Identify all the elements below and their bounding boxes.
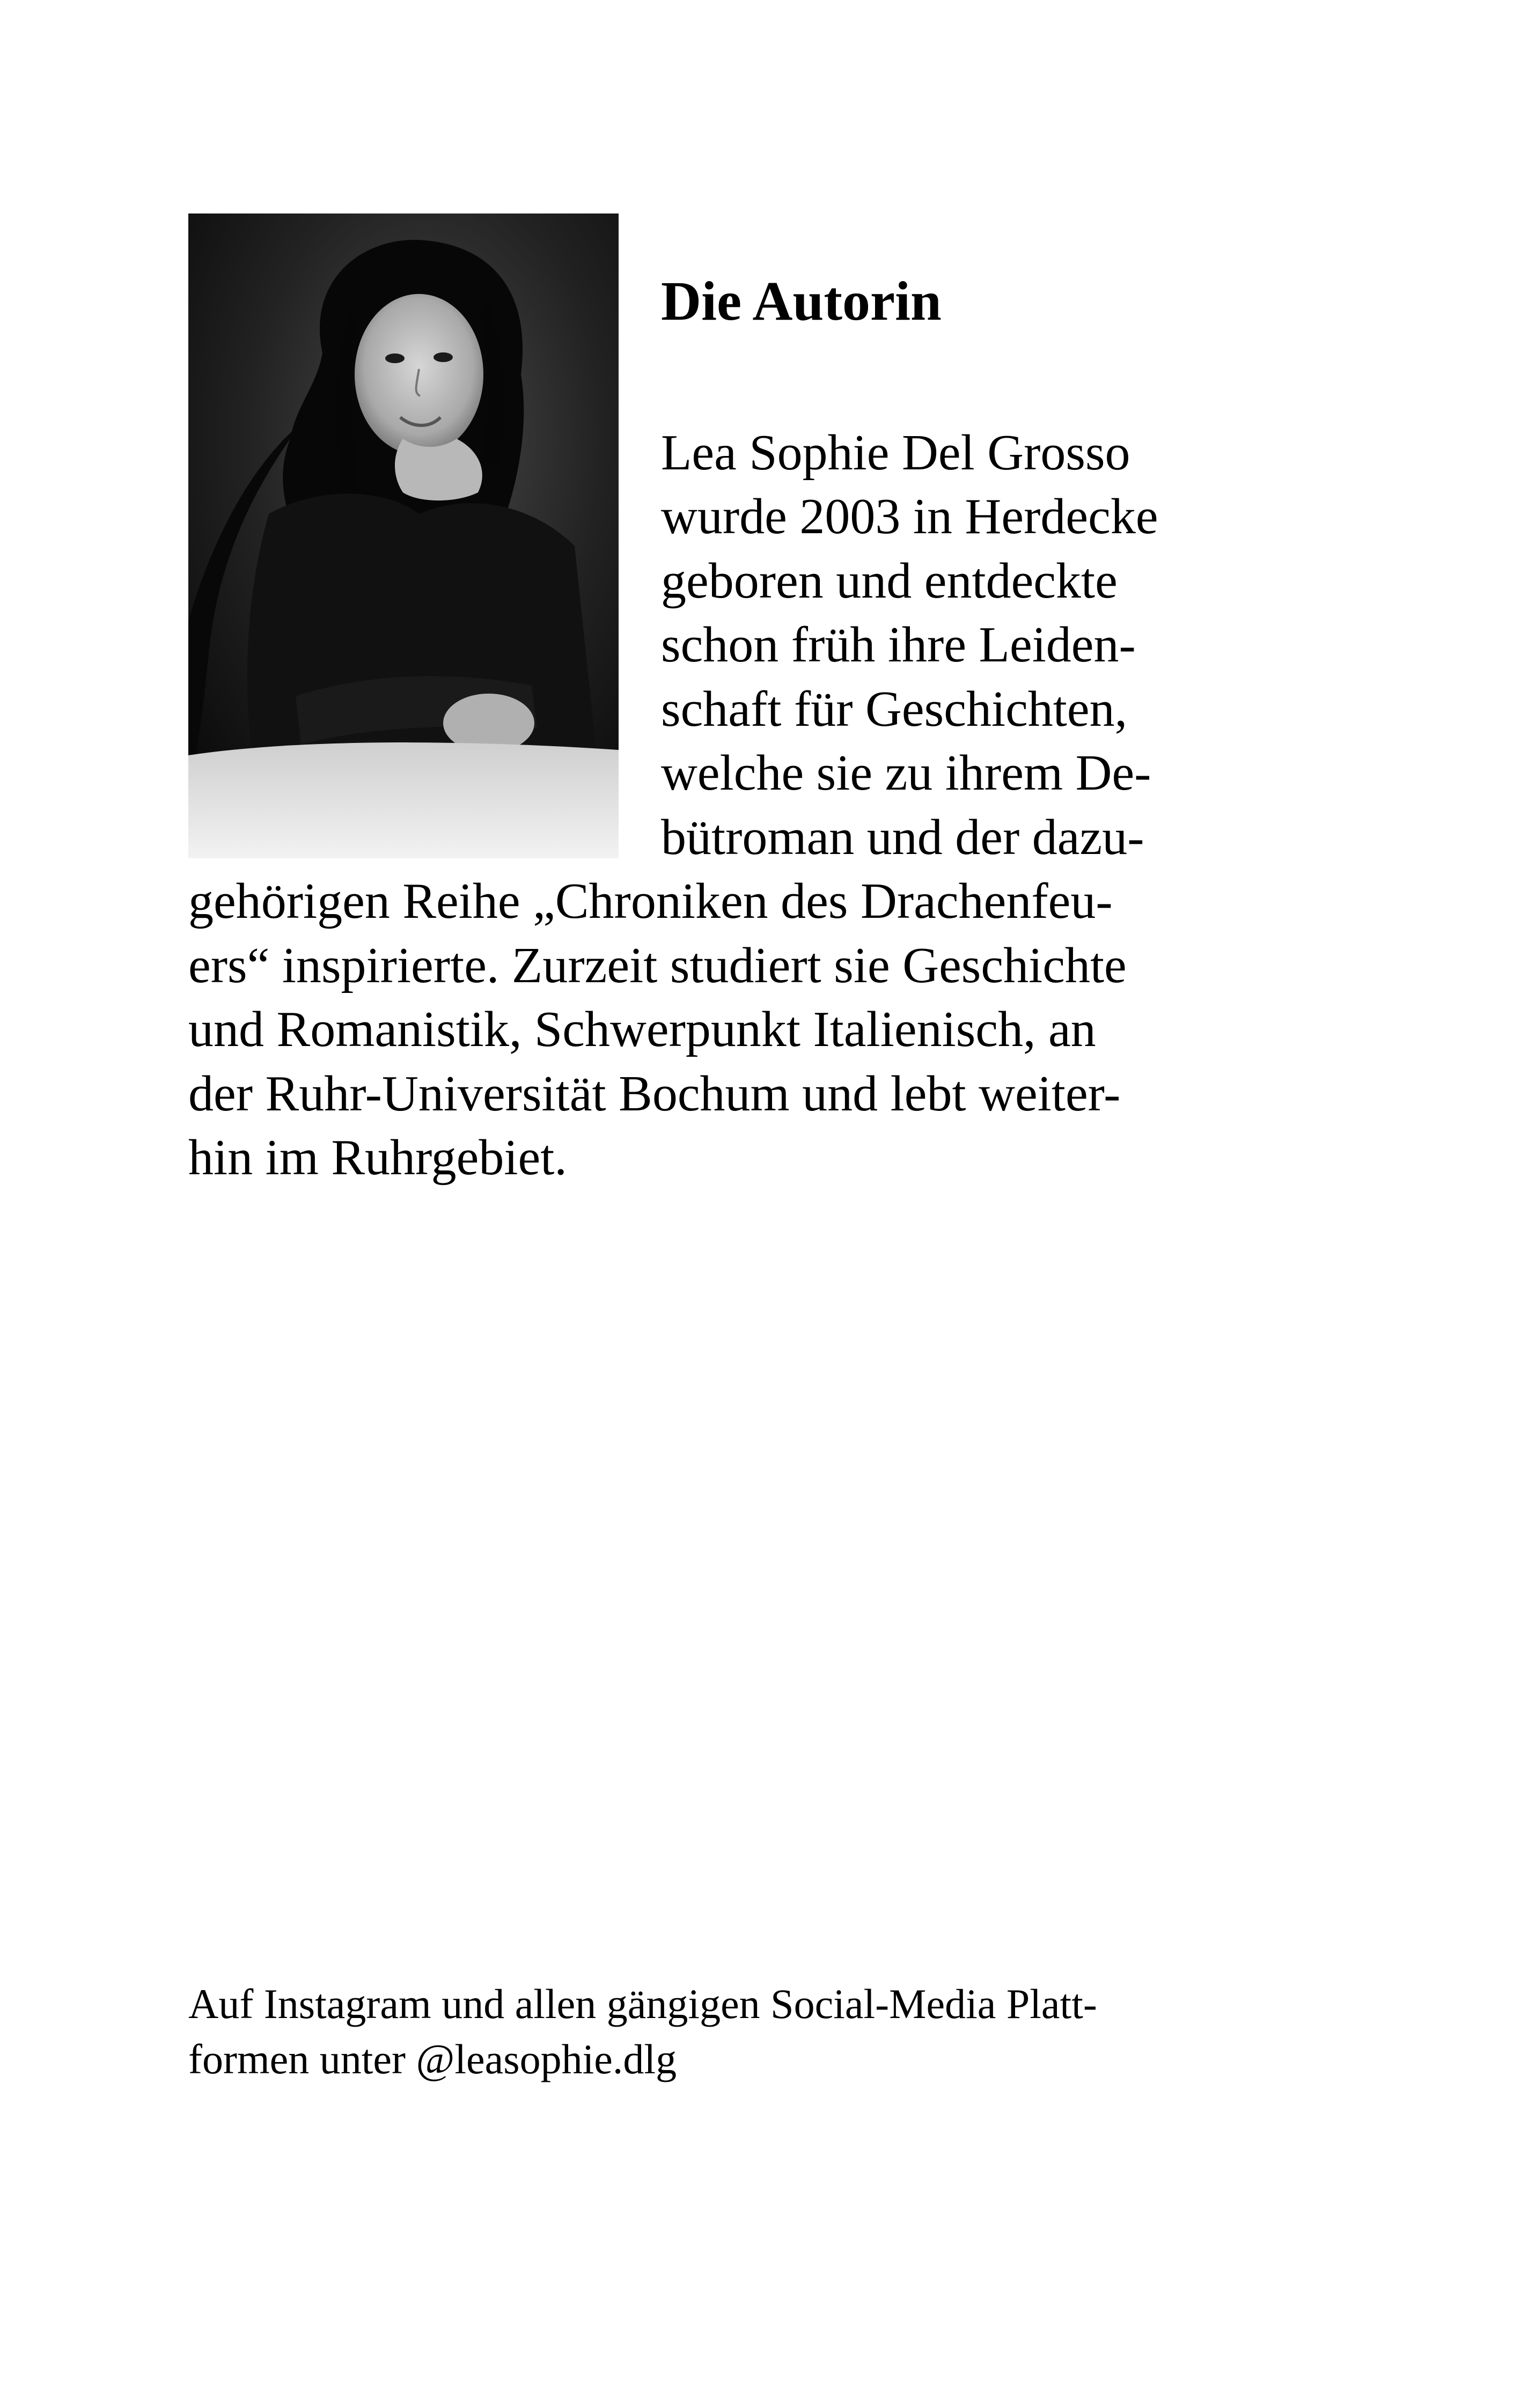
bio-line: hin im Ruhrgebiet. bbox=[188, 1130, 567, 1185]
bio-line: und Romanistik, Schwerpunkt Italienisch, an bbox=[188, 1002, 1096, 1057]
bio-line: schaft für Geschichten, bbox=[661, 681, 1128, 737]
bio-line: bütroman und der dazu- bbox=[661, 809, 1144, 865]
bio-line: schon früh ihre Leiden- bbox=[661, 617, 1136, 673]
bio-line: wurde 2003 in Herdecke bbox=[661, 489, 1158, 544]
social-media-handle: formen unter @leasophie.dlg bbox=[188, 2036, 677, 2082]
bio-line: gehörigen Reihe „Chroniken des Drachenfeu- bbox=[188, 873, 1113, 929]
bio-line: geboren und entdeckte bbox=[661, 553, 1118, 609]
section-heading: Die Autorin bbox=[661, 270, 942, 332]
bio-line: der Ruhr-Universität Bochum und lebt weiter- bbox=[188, 1066, 1121, 1122]
author-portrait-icon bbox=[188, 213, 619, 858]
author-photo bbox=[188, 213, 619, 858]
bio-line: Lea Sophie Del Grosso bbox=[661, 425, 1130, 481]
bio-line: ers“ inspirierte. Zurzeit studiert sie Geschichte bbox=[188, 938, 1127, 993]
bio-line: welche sie zu ihrem De- bbox=[661, 745, 1151, 801]
social-media-note: Auf Instagram und allen gängigen Social-Media Platt- bbox=[188, 1980, 1097, 2027]
